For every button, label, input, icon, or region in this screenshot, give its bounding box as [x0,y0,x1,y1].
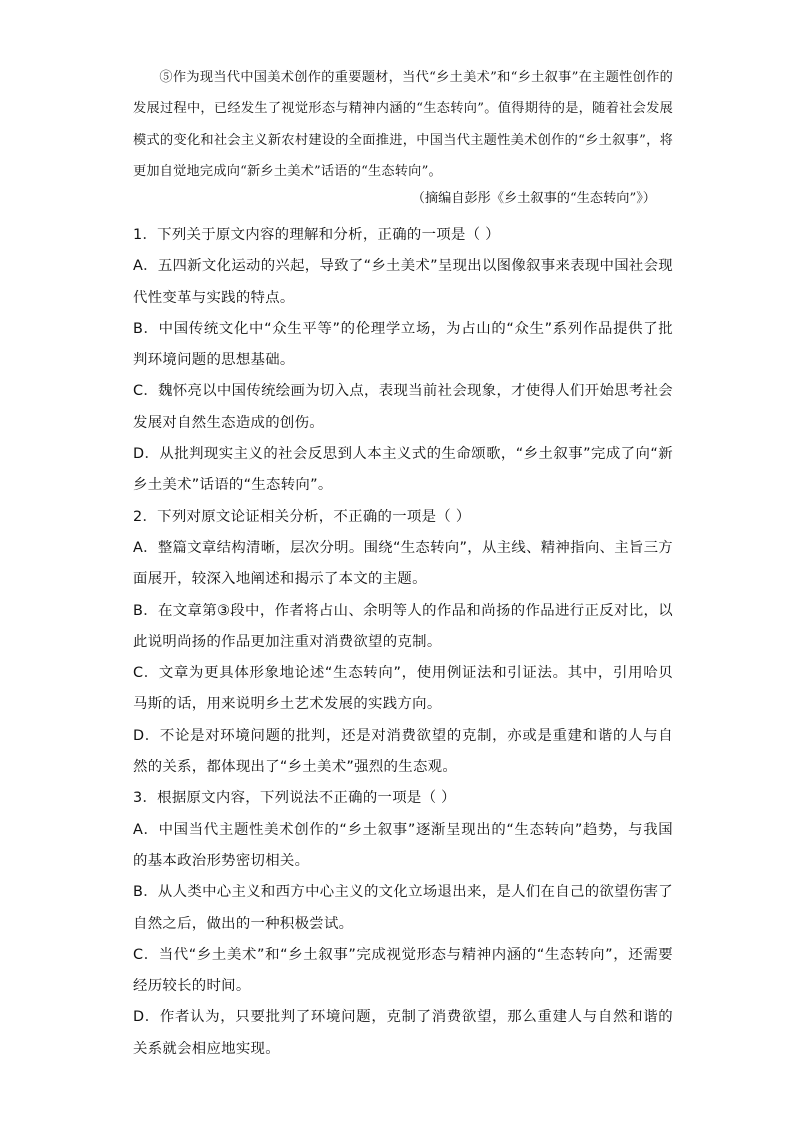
question-2-option-a: A．整篇文章结构清晰，层次分明。围绕“生态转向”，从主线、精神指向、主旨三方面展开，较深入地阐述和揭示了本文的主题。 [133,539,673,588]
question-1-stem: 1．下列关于原文内容的理解和分析，正确的一项是（ ） [133,227,500,243]
question-2-option-d: D．不论是对环境问题的批判，还是对消费欲望的克制，亦或是重建和谐的人与自然的关系，都体现出了“乡土美术”强烈的生态观。 [133,727,673,776]
question-3 [133,783,673,1065]
question-1 [133,220,673,502]
question-3-option-a: A．中国当代主题性美术创作的“乡土叙事”逐渐呈现出的“生态转向”趋势，与我国的基本政治形势密切相关。 [133,821,673,869]
question-3-option-b: B．从人类中心主义和西方中心主义的文化立场退出来，是人们在自己的欲望伤害了自然之后，做出的一种积极尝试。 [133,884,673,932]
passage-paragraph-5: ⑤作为现当代中国美术创作的重要题材，当代“乡土美术”和“乡土叙事”在主题性创作的发展过程中，已经发生了视觉形态与精神内涵的“生态转向”。值得期待的是，随着社会发展模式的变化和社会主义新农村建设的全面推进，中国当代主题性美术创作的“乡土叙事”，将更加自觉地完成向“新乡土美术”话语的“生态转向”。 [133,70,673,179]
question-1-option-a: A．五四新文化运动的兴起，导致了“乡土美术”呈现出以图像叙事来表现中国社会现代性变革与实践的特点。 [133,258,673,306]
question-3-stem: 3．根据原文内容，下列说法不正确的一项是（ ） [133,790,456,807]
question-2 [133,502,673,784]
question-3-option-d: D．作者认为，只要批判了环境问题，克制了消费欲望，那么重建人与自然和谐的关系就会相应地实现。 [133,1009,673,1057]
question-3-option-c: C．当代“乡土美术”和“乡土叙事”完成视觉形态与精神内涵的“生态转向”，还需要经历较长的时间。 [133,946,673,995]
question-1-option-c: C．魏怀亮以中国传统绘画为切入点，表现当前社会现象，才使得人们开始思考社会发展对自然生态造成的创伤。 [133,383,673,431]
question-2-stem: 2．下列对原文论证相关分析，不正确的一项是（ ） [133,508,471,525]
question-2-option-b: B．在文章第③段中，作者将占山、余明等人的作品和尚扬的作品进行正反对比，以此说明尚扬的作品更加注重对消费欲望的克制。 [133,602,673,650]
passage-source: （摘编自彭彤《乡土叙事的“生态转向”》） [411,191,656,206]
question-2-option-c: C．文章为更具体形象地论述“生态转向”，使用例证法和引证法。其中，引用哈贝马斯的话，用来说明乡土艺术发展的实践方向。 [133,665,673,713]
question-1-option-d: D．从批判现实主义的社会反思到人本主义式的生命颂歌，“乡土叙事”完成了向“新乡土美术”话语的“生态转向”。 [133,446,673,494]
reading-passage [133,62,673,187]
question-1-option-b: B．中国传统文化中“众生平等”的伦理学立场，为占山的“众生”系列作品提供了批判环境问题的思想基础。 [133,320,673,369]
question-list [133,220,673,1065]
